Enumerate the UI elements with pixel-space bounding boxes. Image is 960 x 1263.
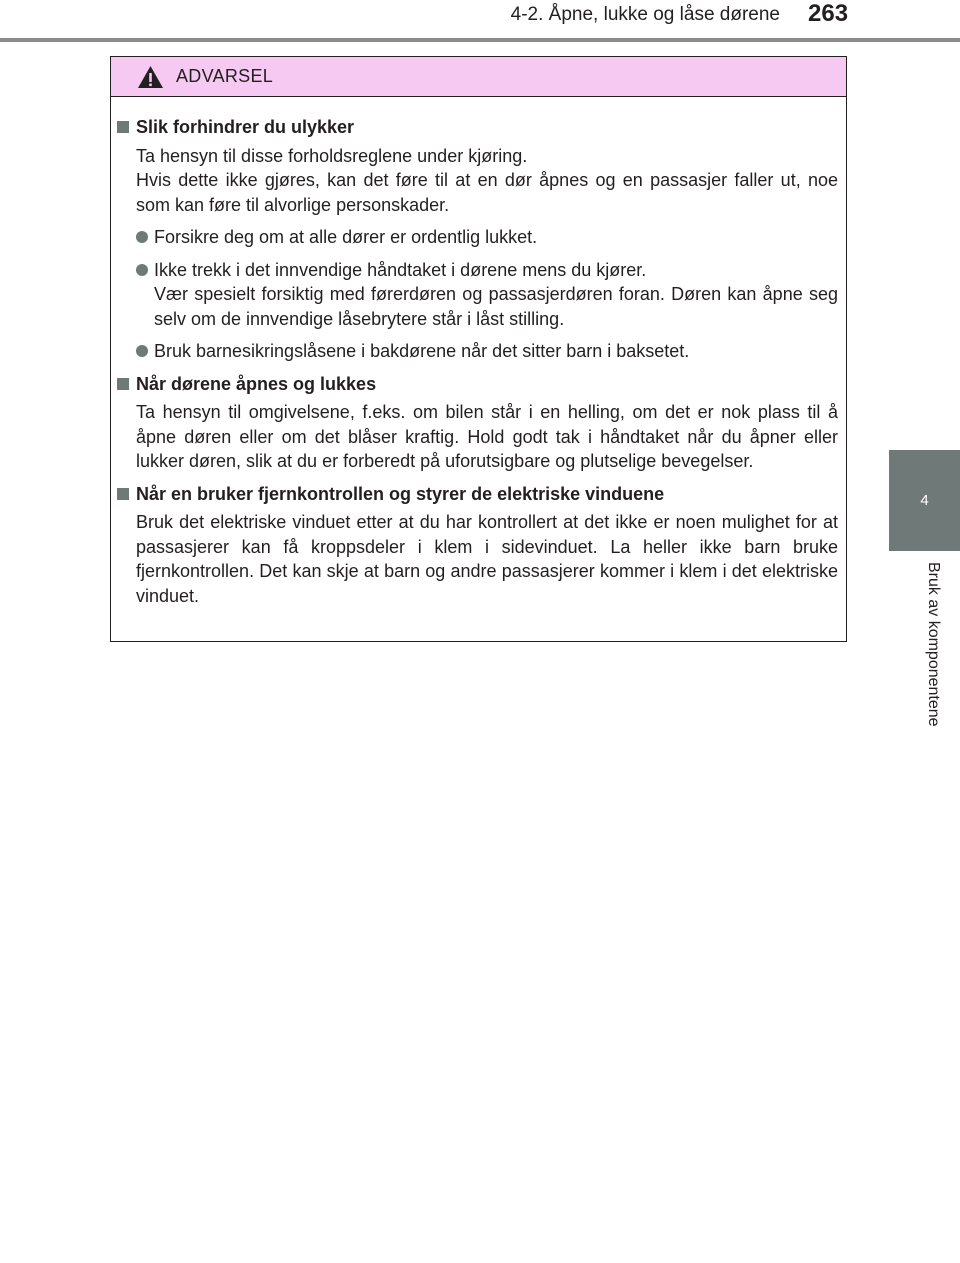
section-heading bbox=[117, 372, 838, 397]
paragraph-text: Ta hensyn til omgivelsene, f.eks. om bilen står i en helling, om det er nok plass til å åpne døren eller om det blåser kraftig. Hold godt tak i håndtaket når du åpner eller lukker døren, slik at du er forberedt på uforutsigbare og plutselige bevegelser. bbox=[136, 402, 838, 471]
round-bullet-icon bbox=[136, 231, 148, 243]
warning-section-doors bbox=[117, 372, 838, 474]
bullet-line: Bruk barnesikringslåsene i bakdørene når det sitter barn i baksetet. bbox=[154, 341, 690, 361]
bullet-line: Vær spesielt forsiktig med førerdøren og passasjerdøren foran. Døren kan åpne seg selv om de innvendige låsebrytere står i låst stilling. bbox=[154, 284, 838, 329]
chapter-tab bbox=[889, 450, 960, 551]
bullet-text bbox=[154, 225, 537, 250]
section-paragraph bbox=[136, 144, 838, 218]
bullet-line: Forsikre deg om at alle dører er ordentlig lukket. bbox=[154, 227, 538, 247]
round-bullet-icon bbox=[136, 345, 148, 357]
round-bullet-icon bbox=[136, 264, 148, 276]
section-heading-text: Når dørene åpnes og lukkes bbox=[136, 373, 377, 394]
bullet-text bbox=[154, 258, 838, 332]
warning-section-accident-prevention bbox=[117, 115, 838, 364]
square-bullet-icon bbox=[117, 378, 129, 390]
square-bullet-icon bbox=[117, 488, 129, 500]
warning-title: ADVARSEL bbox=[176, 66, 274, 86]
list-item bbox=[136, 339, 838, 364]
section-heading-text: Slik forhindrer du ulykker bbox=[136, 117, 355, 137]
page-header-title: 4-2. Åpne, lukke og låse dørene bbox=[510, 4, 780, 25]
list-item bbox=[136, 258, 838, 332]
header-rule bbox=[0, 38, 960, 42]
section-paragraph bbox=[136, 400, 838, 474]
chapter-number: 4 bbox=[920, 492, 929, 509]
list-item bbox=[136, 225, 838, 250]
section-heading-text: Når en bruker fjernkontrollen og styrer de elektriske vinduene bbox=[136, 483, 665, 504]
warning-header bbox=[111, 57, 846, 97]
section-heading bbox=[117, 482, 838, 507]
page-number: 263 bbox=[808, 0, 849, 27]
paragraph-line: Ta hensyn til disse forholdsreglene under kjøring. bbox=[136, 145, 528, 166]
paragraph-line: Hvis dette ikke gjøres, kan det føre til at en dør åpnes og en passasjer faller ut, noe som kan føre til alvorlige personskader. bbox=[136, 170, 838, 215]
warning-section-remote-windows bbox=[117, 482, 838, 609]
paragraph-text: Bruk det elektriske vinduet etter at du har kontrollert at det ikke er noen mulighet for at passasjerer kan få kroppsdeler i klem i sidevinduet. La heller ikke barn bruke fjernkontrollen. Det kan skje at barn og andre passasjerer kommer i klem i det elektriske vinduet. bbox=[136, 512, 838, 606]
section-paragraph bbox=[136, 510, 838, 608]
warning-box bbox=[110, 56, 847, 642]
square-bullet-icon bbox=[117, 121, 129, 133]
bullet-text bbox=[154, 339, 689, 364]
warning-body bbox=[111, 97, 846, 608]
bullet-line: Ikke trekk i det innvendige håndtaket i dørene mens du kjører. bbox=[154, 259, 647, 280]
chapter-label: Bruk av komponentene bbox=[925, 562, 942, 727]
section-heading bbox=[117, 115, 838, 140]
warning-triangle-icon bbox=[137, 65, 164, 89]
